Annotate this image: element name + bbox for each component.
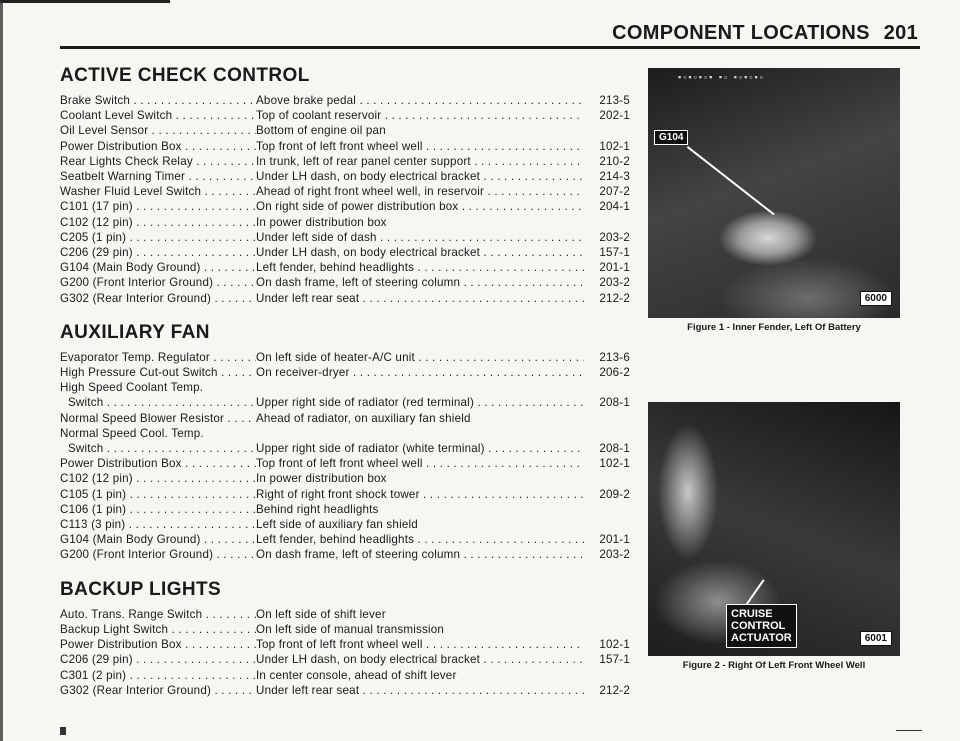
reference-page: 210-2 — [599, 154, 630, 168]
reference-page — [584, 215, 630, 230]
component-location: Bottom of engine oil pan — [256, 124, 386, 138]
component-row — [60, 154, 630, 169]
figure-1-photo — [648, 68, 900, 318]
component-location: Behind right headlights — [256, 502, 379, 516]
reference-page: 203-2 — [599, 276, 630, 290]
component-location: Under LH dash, on body electrical bracket . . . — [256, 652, 584, 667]
component-name: C206 (29 pin) . . . — [60, 245, 256, 260]
component-row — [60, 380, 630, 395]
component-location: Ahead of radiator, on auxiliary fan shield — [256, 411, 471, 425]
reference-page — [584, 668, 630, 683]
component-name: Coolant Level Switch . . . — [60, 108, 256, 123]
component-row — [60, 622, 630, 637]
component-location: On left side of heater-A/C unit . . . — [256, 350, 584, 365]
component-row — [60, 275, 630, 290]
figure-2-code: 6001 — [860, 631, 892, 646]
callout-line-1: CRUISE — [731, 608, 773, 620]
figure-2-photo — [648, 402, 900, 656]
component-row — [60, 230, 630, 245]
component-row — [60, 683, 630, 698]
component-name: Brake Switch . . . — [60, 93, 256, 108]
page-header — [612, 22, 918, 45]
component-name: C106 (1 pin) . . . — [60, 502, 256, 517]
page-title: COMPONENT LOCATIONS — [612, 22, 870, 44]
component-row — [60, 487, 630, 502]
component-location: Left side of auxiliary fan shield — [256, 518, 418, 532]
component-location: On receiver-dryer . . . — [256, 365, 584, 380]
component-row — [60, 260, 630, 275]
corner-rule-horizontal — [0, 0, 170, 3]
reference-page: 212-2 — [599, 291, 630, 305]
component-location: On left side of shift lever — [256, 607, 386, 621]
component-location: On right side of power distribution box . . . — [256, 199, 584, 214]
component-location: Left fender, behind headlights . . . — [256, 260, 584, 275]
component-name: G302 (Rear Interior Ground) . . . — [60, 683, 256, 698]
photo-stamp: ▪▫▪▫▪▫▪ ▪▫ ▪▫▪▫▪▫ — [678, 72, 765, 82]
component-name: Power Distribution Box . . . — [60, 637, 256, 652]
reference-page — [584, 471, 630, 486]
reference-page — [584, 622, 630, 637]
component-location: In power distribution box — [256, 215, 387, 229]
component-row — [60, 637, 630, 652]
figure-1-code: 6000 — [860, 291, 892, 306]
component-name: C101 (17 pin) . . . — [60, 199, 256, 214]
component-location: Top front of left front wheel well . . . — [256, 637, 584, 652]
reference-page — [584, 502, 630, 517]
component-name: G200 (Front Interior Ground) . . . — [60, 547, 256, 562]
component-row — [60, 456, 630, 471]
component-location — [256, 380, 584, 395]
reference-page: 213-5 — [599, 94, 630, 107]
figure-2 — [648, 402, 900, 674]
figure-1-caption: Figure 1 - Inner Fender, Left Of Battery — [687, 322, 861, 333]
reference-page: 203-2 — [599, 230, 630, 244]
component-name: C301 (2 pin) . . . — [60, 668, 256, 683]
component-location: Top front of left front wheel well . . . — [256, 139, 584, 154]
page-number: 201 — [883, 22, 918, 44]
component-list — [60, 60, 630, 714]
component-name: High Speed Coolant Temp. — [60, 381, 204, 395]
component-name: Switch . . . — [60, 441, 256, 456]
reference-page: 157-1 — [599, 653, 630, 667]
component-location: Ahead of right front wheel well, in reservoir . . . — [256, 184, 584, 199]
component-row — [60, 502, 630, 517]
component-row — [60, 215, 630, 230]
component-location: Right of right front shock tower . . . — [256, 487, 584, 502]
cruise-control-actuator-callout — [726, 604, 797, 648]
component-row — [60, 547, 630, 562]
section-title: AUXILIARY FAN — [60, 321, 210, 343]
component-location: Upper right side of radiator (white terminal) . . . — [256, 441, 584, 456]
reference-page: 209-2 — [599, 487, 630, 501]
component-location: On dash frame, left of steering column . . . — [256, 547, 584, 562]
component-row — [60, 517, 630, 532]
reference-page — [584, 380, 630, 395]
section-active-check-control — [60, 65, 630, 306]
component-row — [60, 123, 630, 138]
component-row — [60, 139, 630, 154]
component-name: C105 (1 pin) . . . — [60, 487, 256, 502]
reference-page: 214-3 — [599, 170, 630, 184]
reference-page: 207-2 — [599, 185, 630, 199]
component-location: Above brake pedal . . . — [256, 93, 584, 108]
component-name: Normal Speed Blower Resistor . . . — [60, 411, 256, 426]
component-row — [60, 291, 630, 306]
component-name: Backup Light Switch . . . — [60, 622, 256, 637]
component-location: Under left side of dash . . . — [256, 230, 584, 245]
reference-page: 208-1 — [599, 442, 630, 456]
component-name: G104 (Main Body Ground) . . . — [60, 260, 256, 275]
component-name: Evaporator Temp. Regulator . . . — [60, 350, 256, 365]
component-name: Normal Speed Cool. Temp. — [60, 426, 204, 440]
component-name: C205 (1 pin) . . . — [60, 230, 256, 245]
reference-page: 102-1 — [599, 139, 630, 153]
g104-leader-line — [687, 146, 775, 215]
component-location: In power distribution box — [256, 472, 387, 486]
component-name: C206 (29 pin) . . . — [60, 652, 256, 667]
component-name: Rear Lights Check Relay . . . — [60, 154, 256, 169]
component-row — [60, 471, 630, 486]
component-location — [256, 426, 584, 441]
component-row — [60, 532, 630, 547]
component-row — [60, 93, 630, 108]
component-name: C102 (12 pin) . . . — [60, 215, 256, 230]
footer-rule — [896, 730, 922, 731]
reference-page — [584, 607, 630, 622]
figure-1 — [648, 68, 900, 336]
component-row — [60, 668, 630, 683]
component-location: In center console, ahead of shift lever — [256, 668, 457, 682]
component-name: Power Distribution Box . . . — [60, 456, 256, 471]
component-location: Upper right side of radiator (red terminal) . . . — [256, 395, 584, 410]
reference-page: 212-2 — [599, 683, 630, 697]
component-row — [60, 441, 630, 456]
component-name: Switch . . . — [60, 395, 256, 410]
component-name: G302 (Rear Interior Ground) . . . — [60, 291, 256, 306]
component-name: G104 (Main Body Ground) . . . — [60, 532, 256, 547]
callout-line-2: CONTROL — [731, 620, 786, 632]
component-row — [60, 607, 630, 622]
g104-tag: G104 — [654, 130, 688, 145]
component-location: On dash frame, left of steering column . . . — [256, 275, 584, 290]
component-row — [60, 411, 630, 426]
component-row — [60, 169, 630, 184]
component-name: High Pressure Cut-out Switch . . . — [60, 365, 256, 380]
component-name: Power Distribution Box . . . — [60, 139, 256, 154]
callout-line-3: ACTUATOR — [731, 632, 792, 644]
reference-page: 206-2 — [599, 366, 630, 380]
reference-page — [584, 411, 630, 426]
reference-page: 102-1 — [599, 638, 630, 652]
component-row — [60, 350, 630, 365]
footer-mark — [60, 727, 66, 735]
component-location: Under left rear seat . . . — [256, 291, 584, 306]
component-location: In trunk, left of rear panel center support . . . — [256, 154, 584, 169]
reference-page: 203-2 — [599, 548, 630, 562]
component-name: Seatbelt Warning Timer . . . — [60, 169, 256, 184]
component-row — [60, 108, 630, 123]
component-location: Left fender, behind headlights . . . — [256, 532, 584, 547]
component-name: Washer Fluid Level Switch . . . — [60, 184, 256, 199]
component-row — [60, 652, 630, 667]
component-row — [60, 199, 630, 214]
component-name: Oil Level Sensor . . . — [60, 123, 256, 138]
reference-page — [584, 123, 630, 138]
reference-page: 208-1 — [599, 396, 630, 410]
reference-page: 201-1 — [599, 533, 630, 547]
component-location: Under LH dash, on body electrical bracket . . . — [256, 169, 584, 184]
component-location: On left side of manual transmission — [256, 622, 445, 636]
figure-2-caption: Figure 2 - Right Of Left Front Wheel Well — [682, 660, 866, 671]
component-name: Auto. Trans. Range Switch . . . — [60, 607, 256, 622]
section-auxiliary-fan — [60, 322, 630, 563]
component-location: Under left rear seat . . . — [256, 683, 584, 698]
component-name: G200 (Front Interior Ground) . . . — [60, 275, 256, 290]
header-rule — [60, 46, 920, 49]
component-location: Top of coolant reservoir . . . — [256, 108, 584, 123]
reference-page — [584, 517, 630, 532]
reference-page — [584, 426, 630, 441]
section-title: ACTIVE CHECK CONTROL — [60, 65, 310, 86]
component-location: Top front of left front wheel well . . . — [256, 456, 584, 471]
corner-rule-vertical — [0, 0, 3, 741]
component-row — [60, 245, 630, 260]
reference-page: 202-1 — [599, 109, 630, 123]
component-row — [60, 184, 630, 199]
component-row — [60, 365, 630, 380]
reference-page: 102-1 — [599, 457, 630, 471]
section-backup-lights — [60, 579, 630, 698]
reference-page: 157-1 — [599, 246, 630, 260]
component-row — [60, 395, 630, 410]
reference-page: 204-1 — [599, 200, 630, 214]
component-name: C113 (3 pin) . . . — [60, 517, 256, 532]
reference-page: 213-6 — [599, 350, 630, 364]
reference-page: 201-1 — [599, 261, 630, 275]
component-location: Under LH dash, on body electrical bracket . . . — [256, 245, 584, 260]
component-name: C102 (12 pin) . . . — [60, 471, 256, 486]
component-row — [60, 426, 630, 441]
section-title: BACKUP LIGHTS — [60, 578, 222, 600]
